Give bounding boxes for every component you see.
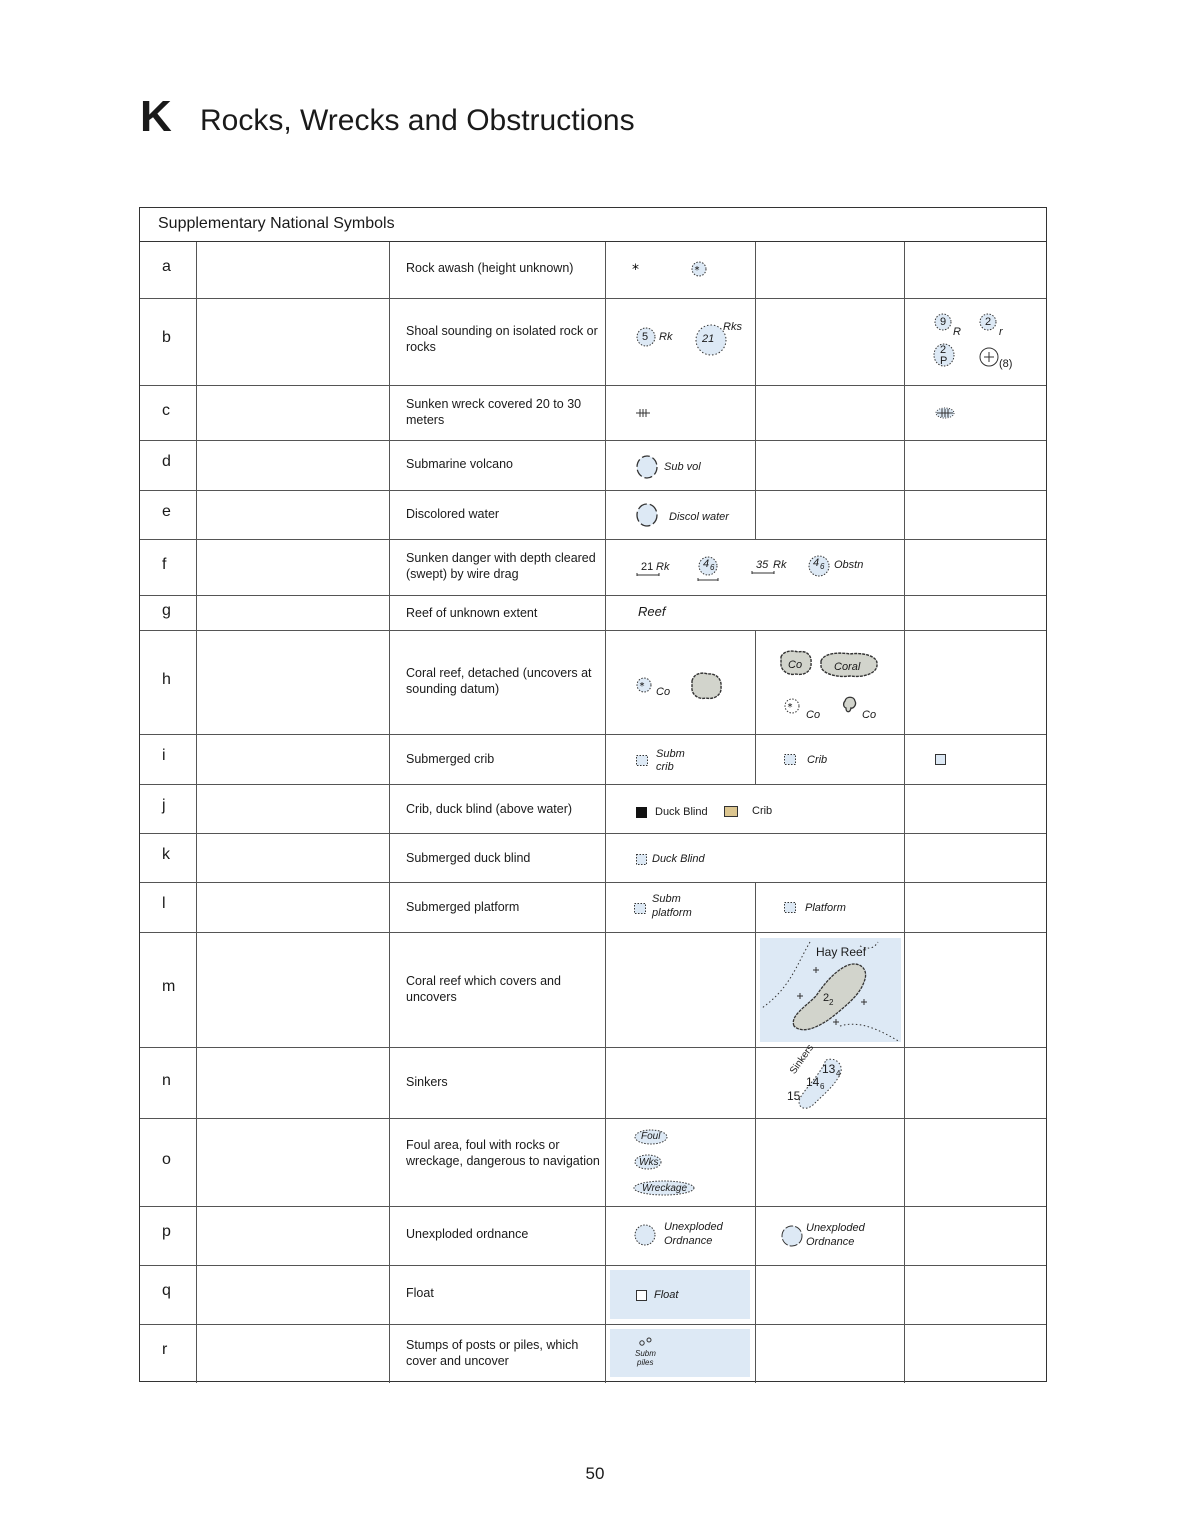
table-row bbox=[140, 933, 1046, 1048]
row-letter: a bbox=[162, 258, 171, 275]
discolored-water-icon bbox=[636, 503, 658, 527]
platform-label: platform bbox=[652, 907, 692, 919]
svg-text:*: * bbox=[639, 681, 645, 692]
wire-drag-underline-icon bbox=[752, 571, 774, 575]
piles-circles-icon bbox=[638, 1337, 654, 1347]
submerged-platform-icon bbox=[634, 903, 646, 914]
section-title: Rocks, Wrecks and Obstructions bbox=[200, 104, 635, 137]
row-letter: g bbox=[162, 602, 171, 619]
table-row bbox=[140, 883, 1046, 933]
table-row bbox=[140, 631, 1046, 735]
float-label: Float bbox=[654, 1289, 679, 1301]
symbols-table bbox=[139, 207, 1047, 1382]
sinker-depth-14: 14 bbox=[806, 1075, 820, 1089]
sinker-depth-15: 15 bbox=[787, 1089, 801, 1103]
rk-label: Rk bbox=[656, 561, 670, 573]
hay-reef-label: Hay Reef bbox=[816, 945, 867, 959]
row-description: Shoal sounding on isolated rock or rocks bbox=[406, 324, 598, 354]
row-description: Stumps of posts or piles, which cover and uncover bbox=[406, 1338, 579, 1368]
sinker-sub-4: 4 bbox=[836, 1069, 841, 1078]
row-description: Coral reef, detached (uncovers at sounding datum) bbox=[406, 666, 592, 696]
row-description: Reef of unknown extent bbox=[406, 606, 538, 620]
water-area bbox=[610, 1329, 750, 1377]
water-area bbox=[610, 1270, 750, 1319]
row-letter: d bbox=[162, 453, 171, 470]
row-letter: p bbox=[162, 1223, 171, 1240]
duck-blind-square-icon bbox=[636, 807, 647, 818]
co-label: Co bbox=[788, 659, 803, 671]
row-letter: q bbox=[162, 1282, 171, 1299]
drying-height-sub-2: 2 bbox=[829, 998, 834, 1007]
table-row bbox=[140, 834, 1046, 883]
sunken-wreck-icon bbox=[636, 408, 650, 418]
crib-label: Crib bbox=[752, 805, 773, 817]
table-row bbox=[140, 491, 1046, 540]
unexploded-label: Unexploded bbox=[806, 1222, 865, 1234]
section-letter: K bbox=[140, 92, 172, 141]
plus-circle-icon bbox=[979, 347, 999, 367]
sounding-21: 21 bbox=[702, 333, 715, 345]
row-description: Float bbox=[406, 1286, 434, 1300]
unexploded-ordnance-icon bbox=[634, 1224, 656, 1246]
coral-star-circle-icon bbox=[784, 698, 800, 714]
row-description: Coral reef which covers and uncovers bbox=[406, 974, 561, 1004]
wks-label: Wks bbox=[639, 1157, 659, 1168]
subm-label: Subm bbox=[652, 893, 681, 905]
row-description: Discolored water bbox=[406, 507, 500, 521]
table-row bbox=[140, 242, 1046, 299]
platform-label: Platform bbox=[805, 902, 846, 914]
submerged-crib-icon bbox=[636, 755, 648, 766]
table-row bbox=[140, 1325, 1046, 1383]
row-description: Sunken danger with depth cleared (swept) by wire drag bbox=[406, 551, 596, 581]
submerged-platform-icon bbox=[784, 902, 796, 913]
sub-vol-label: Sub vol bbox=[664, 461, 701, 473]
duck-blind-label: Duck Blind bbox=[655, 806, 708, 818]
row-description: Sinkers bbox=[406, 1075, 448, 1089]
wreckage-label: Wreckage bbox=[642, 1183, 688, 1194]
table-row bbox=[140, 299, 1046, 386]
row-letter: r bbox=[162, 1341, 168, 1358]
drying-height-2: 2 bbox=[823, 992, 830, 1004]
row-description: Rock awash (height unknown) bbox=[406, 261, 574, 275]
swept-sub-6: 6 bbox=[710, 563, 715, 572]
table-header: Supplementary National Symbols bbox=[140, 208, 1046, 242]
table-row bbox=[140, 386, 1046, 441]
submerged-duck-blind-icon bbox=[636, 854, 647, 865]
row-letter: o bbox=[162, 1151, 171, 1168]
table-row bbox=[140, 596, 1046, 631]
crib-label: Crib bbox=[807, 754, 828, 766]
co-label: Co bbox=[862, 709, 877, 721]
obstn-sub-6: 6 bbox=[820, 562, 825, 571]
crib-square-icon bbox=[935, 754, 946, 765]
coral-star-circle-icon bbox=[636, 677, 652, 693]
float-square-icon bbox=[636, 1290, 647, 1301]
svg-text:*: * bbox=[632, 262, 639, 278]
row-letter: f bbox=[162, 556, 167, 573]
sinkers-label: Sinkers bbox=[788, 1042, 817, 1077]
swept-depth-35: 35 bbox=[756, 559, 769, 571]
crib-tan-square-icon bbox=[724, 806, 738, 817]
row-letter: m bbox=[162, 978, 176, 995]
co-label: Co bbox=[656, 686, 671, 698]
rks-label: Rks bbox=[723, 321, 742, 333]
table-row bbox=[140, 1266, 1046, 1325]
duck-blind-label: Duck Blind bbox=[652, 853, 705, 865]
table-row bbox=[140, 1119, 1046, 1207]
coral-reef-shape-icon bbox=[688, 671, 724, 701]
row-description: Foul area, foul with rocks or wreckage, dangerous to navigation bbox=[406, 1138, 600, 1168]
row-letter: h bbox=[162, 671, 171, 688]
row-letter: i bbox=[162, 747, 166, 764]
row-letter: j bbox=[162, 797, 166, 814]
svg-text:*: * bbox=[787, 702, 793, 713]
rk-label: Rk bbox=[773, 559, 787, 571]
coral-small-shape-icon bbox=[842, 695, 858, 715]
row-letter: k bbox=[162, 846, 170, 863]
p-label: P bbox=[940, 355, 948, 367]
page-number: 50 bbox=[585, 1464, 605, 1483]
wire-drag-underline-icon bbox=[698, 578, 718, 582]
depth-8: (8) bbox=[999, 358, 1013, 370]
subm-label: Subm bbox=[656, 748, 685, 760]
submarine-volcano-icon bbox=[636, 455, 658, 479]
swept-4: 4 bbox=[703, 558, 710, 570]
rock-awash-star-icon bbox=[632, 262, 644, 278]
svg-text:*: * bbox=[694, 265, 700, 276]
crib-label: crib bbox=[656, 761, 674, 773]
table-row bbox=[140, 1207, 1046, 1266]
row-description: Sunken wreck covered 20 to 30 meters bbox=[406, 397, 582, 427]
row-letter: b bbox=[162, 329, 171, 346]
submerged-crib-icon bbox=[784, 754, 796, 765]
r-small-label: r bbox=[999, 326, 1003, 338]
obstn-4: 4 bbox=[813, 557, 820, 569]
co-label: Co bbox=[806, 709, 821, 721]
ordnance-label: Ordnance bbox=[806, 1236, 855, 1248]
piles-label: piles bbox=[637, 1358, 654, 1367]
wire-drag-underline-icon bbox=[637, 573, 659, 577]
rock-awash-circle-icon bbox=[690, 260, 708, 278]
coral-label: Coral bbox=[834, 661, 861, 673]
row-description: Submarine volcano bbox=[406, 457, 514, 471]
sunken-wreck-dotted-icon bbox=[935, 406, 955, 420]
row-letter: l bbox=[162, 895, 166, 912]
table-row bbox=[140, 441, 1046, 491]
sounding-2p: 2 bbox=[940, 344, 947, 356]
row-letter: n bbox=[162, 1072, 171, 1089]
row-description: Submerged crib bbox=[406, 752, 495, 766]
row-description: Crib, duck blind (above water) bbox=[406, 802, 573, 816]
row-description: Submerged duck blind bbox=[406, 851, 531, 865]
sounding-5: 5 bbox=[642, 331, 649, 343]
ordnance-label: Ordnance bbox=[664, 1235, 713, 1247]
table-row bbox=[140, 540, 1046, 596]
sounding-2: 2 bbox=[985, 316, 992, 328]
unexploded-label: Unexploded bbox=[664, 1221, 723, 1233]
obstn-label: Obstn bbox=[834, 559, 864, 571]
discol-water-label: Discol water bbox=[669, 511, 729, 523]
row-letter: e bbox=[162, 503, 171, 520]
foul-label: Foul bbox=[641, 1131, 661, 1142]
rk-label: Rk bbox=[659, 331, 673, 343]
row-description: Submerged platform bbox=[406, 900, 520, 914]
row-description: Unexploded ordnance bbox=[406, 1227, 529, 1241]
sinker-sub-6: 6 bbox=[820, 1082, 825, 1091]
subm-label: Subm bbox=[635, 1349, 656, 1358]
table-row bbox=[140, 1042, 1046, 1119]
row-letter: c bbox=[162, 402, 170, 419]
r-label: R bbox=[953, 326, 961, 338]
swept-depth-21: 21 bbox=[641, 561, 654, 573]
sinker-depth-13: 13 bbox=[822, 1062, 836, 1076]
table-row bbox=[140, 735, 1046, 785]
sounding-9: 9 bbox=[940, 316, 947, 328]
table-row bbox=[140, 785, 1046, 834]
unexploded-ordnance-icon bbox=[781, 1225, 803, 1247]
reef-label: Reef bbox=[638, 604, 666, 619]
